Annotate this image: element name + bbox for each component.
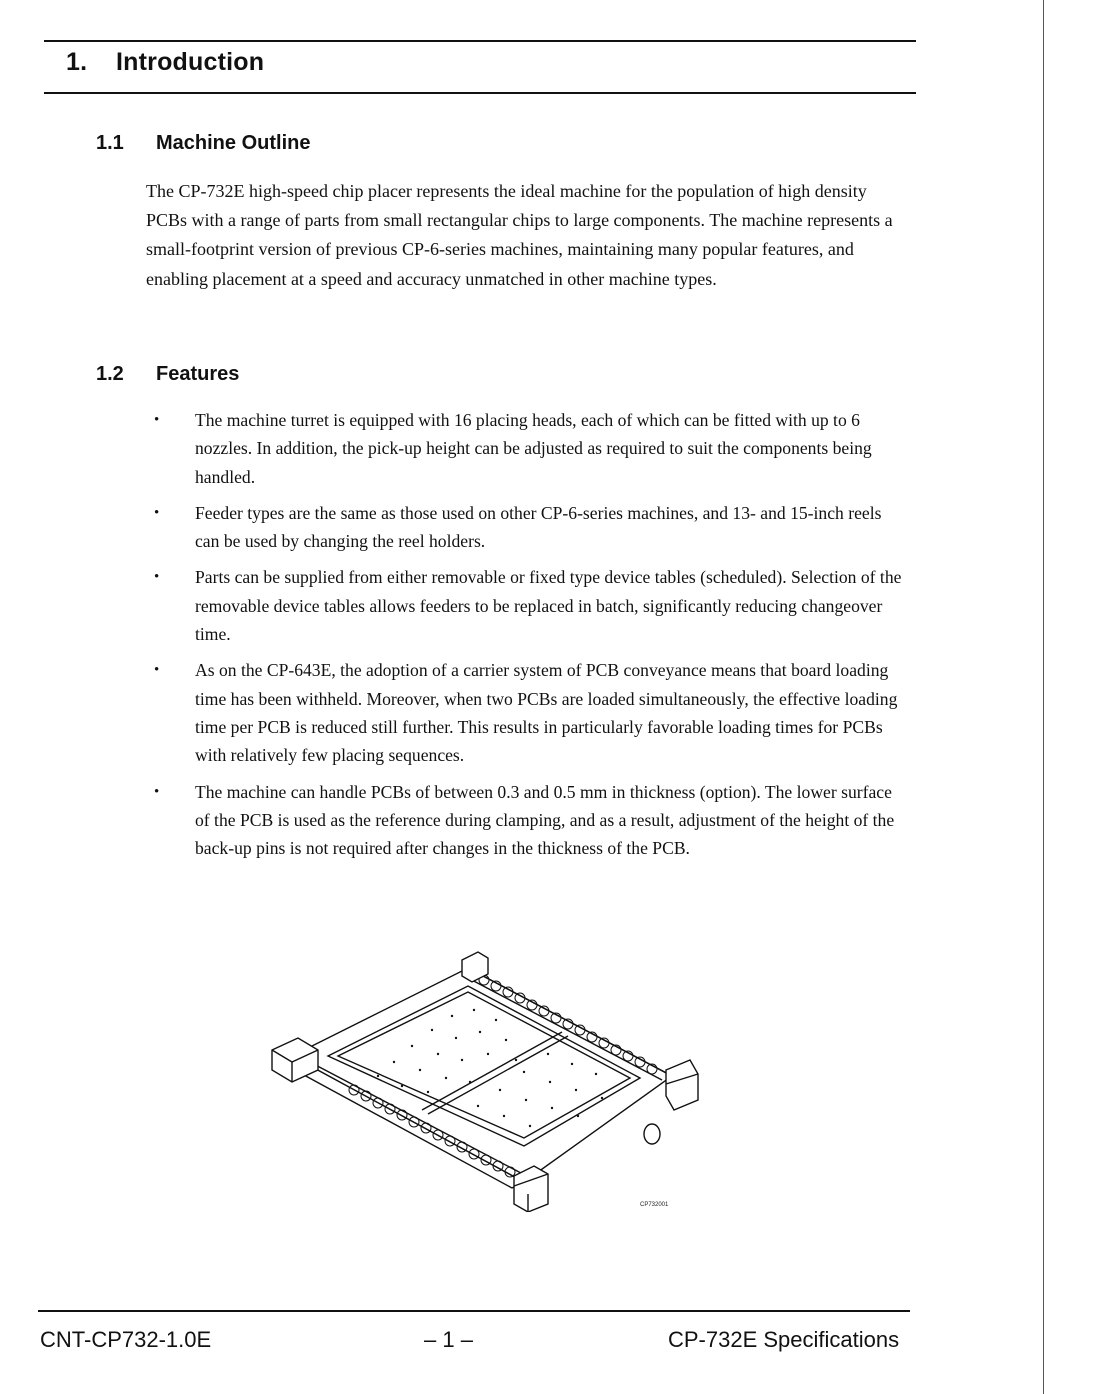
machine-outline-number: 1.1	[96, 132, 124, 154]
feature-text: The machine turret is equipped with 16 placing heads, each of which can be fitted with up to 6 nozzles. In addition, the pick-up height can be adjusted as required to suit the components being handled.	[195, 410, 872, 487]
list-item	[150, 778, 910, 863]
bullet-icon: •	[154, 504, 160, 521]
machine-outline-title: Machine Outline	[156, 132, 311, 154]
bullet-icon: •	[154, 783, 160, 800]
feature-text: Feeder types are the same as those used on other CP-6-series machines, and 13- and 15-inch reels can be used by changing the reel holders.	[195, 502, 882, 552]
bullet-icon: •	[154, 662, 160, 679]
footer-doc-code: CNT-CP732-1.0E	[40, 1327, 212, 1352]
top-rule	[44, 40, 916, 42]
footer-page-number: – 1 –	[424, 1327, 473, 1352]
list-item	[150, 406, 910, 491]
feature-text: As on the CP-643E, the adoption of a carrier system of PCB conveyance means that board loading time has been withheld. Moreover, when two PCBs are loaded simultaneously, the effective loading time per PCB is reduced still further. This results in particularly favorable loading times for PCBs with relatively few placing sequences.	[195, 660, 898, 766]
list-item	[150, 656, 910, 769]
footer-rule	[38, 1310, 910, 1312]
list-item	[150, 499, 910, 556]
features-number: 1.2	[96, 363, 124, 385]
machine-outline-paragraph: The CP-732E high-speed chip placer represents the ideal machine for the population of high density PCBs with a range of parts from small rectangular chips to large components. The machine represents a small-footprint version of previous CP-6-series machines, maintaining many popular features, and enabling placement at a speed and accuracy unmatched in other machine types.	[146, 181, 893, 289]
right-roller	[644, 1124, 660, 1144]
list-item	[150, 563, 910, 648]
figure-caption: CP732001	[640, 1202, 669, 1208]
section-heading	[66, 48, 264, 77]
features-list	[150, 406, 910, 870]
features-title: Features	[156, 363, 240, 385]
machine-outline-heading	[96, 132, 310, 155]
pcb-carrier-illustration	[262, 950, 702, 1212]
feature-text: The machine can handle PCBs of between 0.3 and 0.5 mm in thickness (option). The lower surface of the PCB is used as the reference during clamping, and as a result, adjustment of the height of the back-up pins is not required after changes in the thickness of the PCB.	[195, 781, 895, 859]
footer-title: CP-732E Specifications	[668, 1327, 900, 1352]
page-edge-line	[1043, 0, 1044, 1394]
front-right-block	[514, 1166, 548, 1212]
section-title: Introduction	[116, 48, 265, 76]
bullet-icon: •	[154, 569, 160, 586]
feature-text: Parts can be supplied from either removable or fixed type device tables (scheduled). Selection of the removable device tables allows feeders to be replaced in batch, significantly reducing changeover time.	[195, 567, 902, 645]
features-heading	[96, 363, 239, 386]
section-number: 1.	[66, 48, 88, 76]
right-clamp	[666, 1060, 698, 1110]
heading-rule	[44, 92, 916, 94]
bullet-icon: •	[154, 412, 160, 428]
